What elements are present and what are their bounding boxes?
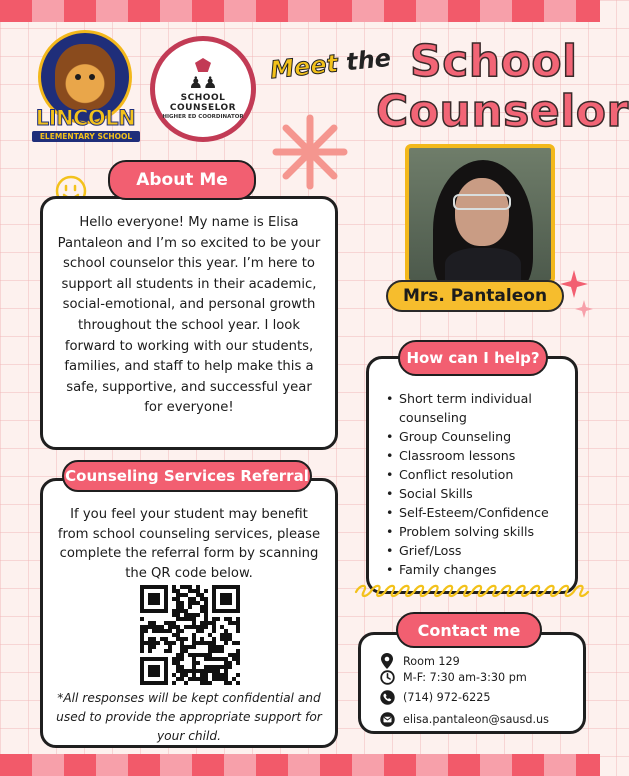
meet-word: Meet bbox=[268, 49, 340, 85]
lincoln-logo-subtitle: ELEMENTARY SCHOOL bbox=[32, 131, 140, 142]
referral-qr-code[interactable] bbox=[140, 585, 240, 685]
counselor-logo-line1: SCHOOL bbox=[180, 93, 226, 103]
lincoln-school-logo bbox=[28, 30, 143, 145]
help-card bbox=[366, 356, 578, 594]
help-list bbox=[385, 389, 579, 579]
contact-hours-row bbox=[379, 669, 527, 685]
bottom-border-strip bbox=[0, 754, 600, 776]
page-title-line2: Counselor bbox=[376, 86, 629, 137]
the-word: the bbox=[344, 43, 393, 77]
about-me-title: About Me bbox=[108, 160, 256, 200]
sparkle-icon bbox=[560, 268, 594, 318]
clock-icon bbox=[379, 669, 395, 685]
help-item: • Problem solving skills bbox=[385, 522, 579, 541]
help-item: • Conflict resolution bbox=[385, 465, 579, 484]
help-item: • Grief/Loss bbox=[385, 541, 579, 560]
crest-icon bbox=[195, 58, 211, 72]
contact-room-row bbox=[379, 653, 460, 669]
counselor-photo bbox=[405, 144, 555, 284]
squiggle-divider bbox=[352, 582, 592, 600]
contact-email-row[interactable] bbox=[379, 711, 549, 727]
help-item: • Family changes bbox=[385, 560, 579, 579]
school-counselor-logo bbox=[150, 36, 256, 142]
help-title: How can I help? bbox=[398, 340, 548, 376]
lincoln-logo-name: LINCOLN bbox=[35, 106, 136, 130]
email-icon bbox=[379, 711, 395, 727]
top-border-strip bbox=[0, 0, 600, 22]
contact-room: Room 129 bbox=[403, 654, 460, 668]
help-item: • Group Counseling bbox=[385, 427, 579, 446]
referral-text: If you feel your student may benefit from school counseling services, please complete the referral form by scanning the QR code below. bbox=[57, 507, 321, 581]
contact-hours: M-F: 7:30 am-3:30 pm bbox=[403, 670, 527, 684]
starburst-icon bbox=[270, 112, 350, 192]
help-item: • Self-Esteem/Confidence bbox=[385, 503, 579, 522]
phone-icon bbox=[379, 689, 395, 705]
counselor-logo-line2: COUNSELOR bbox=[169, 103, 237, 113]
students-icon: ♟♟ bbox=[188, 73, 218, 92]
referral-card bbox=[40, 478, 338, 748]
help-item: • Social Skills bbox=[385, 484, 579, 503]
help-item: • Classroom lessons bbox=[385, 446, 579, 465]
meet-the-heading bbox=[269, 44, 392, 85]
counselor-logo-line3: HIGHER ED COORDINATOR bbox=[162, 114, 244, 120]
contact-email[interactable]: elisa.pantaleon@sausd.us bbox=[403, 712, 549, 726]
contact-phone-row[interactable] bbox=[379, 689, 491, 705]
lion-icon bbox=[55, 44, 115, 110]
referral-title: Counseling Services Referral bbox=[62, 460, 312, 492]
location-pin-icon bbox=[379, 653, 395, 669]
page-title-line1: School bbox=[410, 36, 578, 87]
contact-phone[interactable]: (714) 972-6225 bbox=[403, 690, 491, 704]
about-me-text: Hello everyone! My name is Elisa Pantaleon and I’m so excited to be your school counselor this year. I’m here to support all students in their academic, social-emotional, and personal growth throughout the school year. I look forward to working with our students, families, and staff to help make this a safe, supportive, and successful year for everyone! bbox=[57, 215, 321, 416]
counselor-name-badge: Mrs. Pantaleon bbox=[386, 280, 564, 312]
help-item: • Short term individual counseling bbox=[385, 389, 579, 427]
about-me-card bbox=[40, 196, 338, 450]
referral-confidential-note: *All responses will be kept confidential and used to provide the appropriate support for your child. bbox=[56, 691, 322, 743]
contact-title: Contact me bbox=[396, 612, 542, 648]
